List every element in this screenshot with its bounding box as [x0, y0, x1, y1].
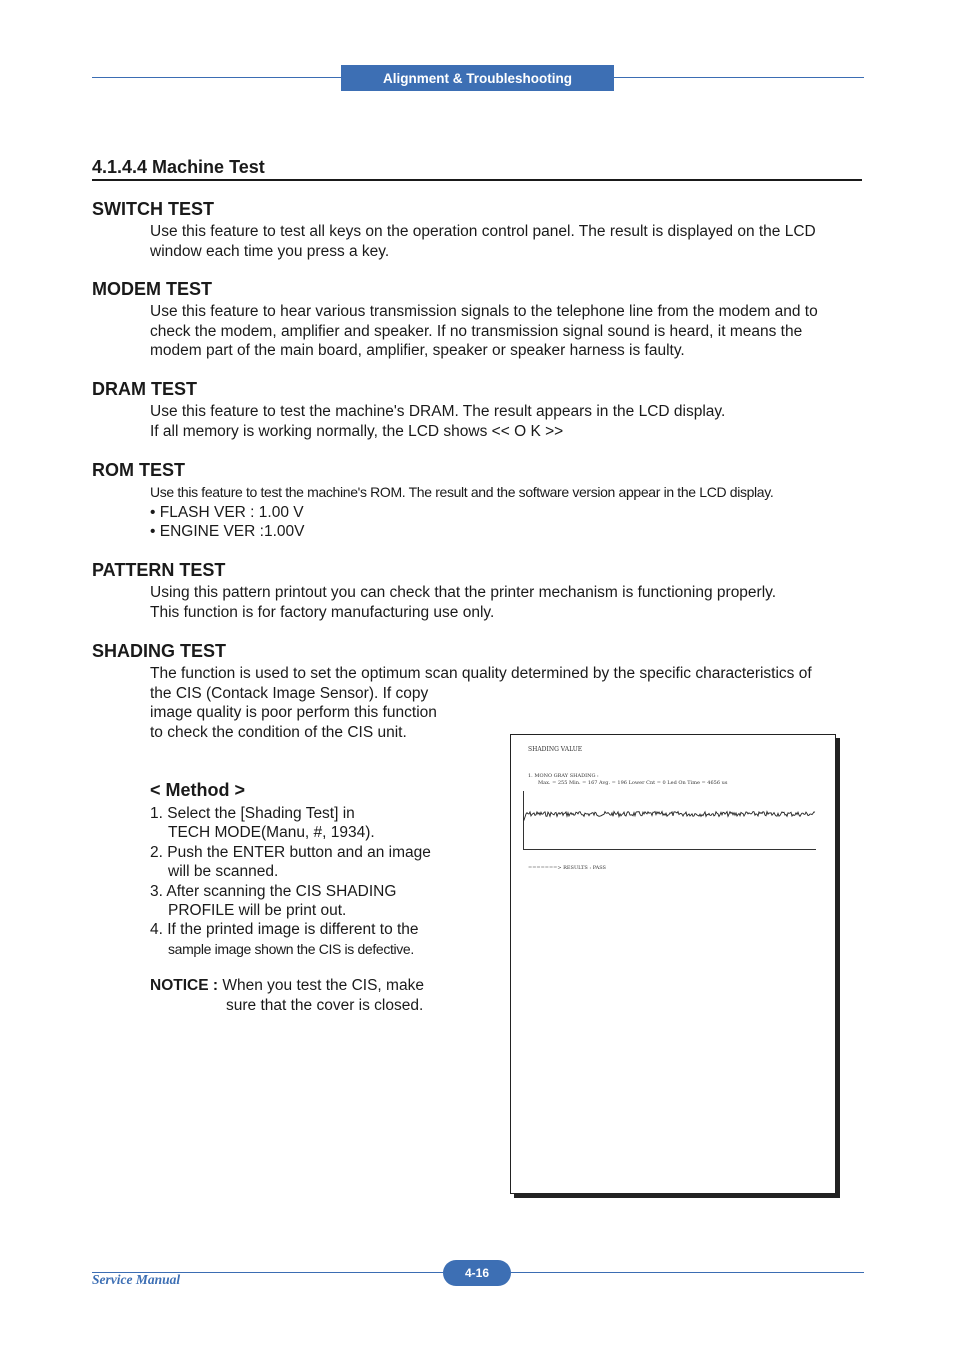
- method-title: < Method >: [150, 780, 246, 800]
- dram-test-line: Use this feature to test the machine's DRAM. The result appears in the LCD display.: [150, 403, 726, 420]
- modem-test-line: modem part of the main board, amplifier, speaker or speaker harness is faulty.: [150, 342, 685, 360]
- method-step: 3. After scanning the CIS SHADING: [150, 882, 397, 900]
- method-steps: [150, 804, 431, 959]
- section-title: 4.1.4.4 Machine Test: [92, 157, 265, 177]
- method-step: 1. Select the [Shading Test] in: [150, 805, 355, 822]
- footer-rule-right: [511, 1272, 864, 1273]
- shading-profile-graph: [523, 801, 819, 831]
- engine-version-item: • ENGINE VER :1.00V: [150, 523, 305, 541]
- modem-test-line: check the modem, amplifier and speaker. If no transmission signal sound is heard, it means the: [150, 322, 803, 340]
- modem-test-line: Use this feature to hear various transmission signals to the telephone line from the modem and to: [150, 303, 818, 320]
- shading-test-body: [150, 664, 812, 743]
- dram-test-line: If all memory is working normally, the LCD shows << O K >>: [150, 422, 564, 440]
- notice-line: When you test the CIS, make: [222, 977, 424, 994]
- header-rule-right: [614, 77, 864, 78]
- modem-test-heading: MODEM TEST: [92, 279, 212, 299]
- method-step: PROFILE will be print out.: [168, 902, 347, 920]
- pattern-test-heading: PATTERN TEST: [92, 560, 226, 580]
- printout-result: =======> RESULTS : PASS: [528, 865, 606, 871]
- section-title-rule: [92, 179, 862, 181]
- shading-test-heading: SHADING TEST: [92, 641, 227, 661]
- shading-printout-sample: [510, 734, 836, 1194]
- page-number: 4-16: [443, 1260, 511, 1286]
- method-step: TECH MODE(Manu, #, 1934).: [168, 824, 375, 842]
- pattern-test-body: [150, 583, 776, 622]
- pattern-test-line: This function is for factory manufacturing use only.: [150, 603, 495, 621]
- switch-test-line: Use this feature to test all keys on the operation control panel. The result is displayed on the LCD: [150, 223, 816, 240]
- modem-test-body: [150, 302, 818, 361]
- rom-test-line: Use this feature to test the machine's ROM. The result and the software version appear in the LCD display.: [150, 484, 774, 500]
- method-step: 2. Push the ENTER button and an image: [150, 843, 431, 861]
- notice-line: sure that the cover is closed.: [226, 997, 424, 1014]
- printout-line: Max. = 255 Min. = 167 Avg. = 196 Lower Cnt = 0 Led On Time = 4656 us: [538, 780, 728, 786]
- dram-test-body: [150, 402, 725, 441]
- chapter-tab: Alignment & Troubleshooting: [341, 65, 614, 91]
- switch-test-line: window each time you press a key.: [150, 242, 390, 260]
- switch-test-body: [150, 222, 816, 261]
- pattern-test-line: Using this pattern printout you can check that the printer mechanism is functioning properly.: [150, 584, 777, 601]
- rom-test-body: [150, 483, 773, 542]
- method-step: 4. If the printed image is different to the: [150, 921, 419, 939]
- method-step: sample image shown the CIS is defective.: [168, 940, 414, 957]
- header-rule-left: [92, 77, 341, 78]
- printout-line: 1. MONO GRAY SHADING :: [528, 773, 599, 779]
- shading-test-line: to check the condition of the CIS unit.: [150, 724, 407, 742]
- method-step: will be scanned.: [168, 863, 279, 881]
- shading-test-line: the CIS (Contack Image Sensor). If copy: [150, 684, 429, 702]
- printout-title: SHADING VALUE: [528, 746, 583, 753]
- rom-test-heading: ROM TEST: [92, 460, 185, 480]
- notice-label: NOTICE :: [150, 977, 219, 994]
- dram-test-heading: DRAM TEST: [92, 379, 197, 399]
- shading-test-line: image quality is poor perform this function: [150, 704, 437, 722]
- flash-version-item: • FLASH VER : 1.00 V: [150, 503, 304, 521]
- footer-service-manual: Service Manual: [92, 1272, 181, 1287]
- notice: [150, 976, 424, 1016]
- shading-test-line: The function is used to set the optimum scan quality determined by the specific characteristics of: [150, 665, 812, 682]
- switch-test-heading: SWITCH TEST: [92, 199, 214, 219]
